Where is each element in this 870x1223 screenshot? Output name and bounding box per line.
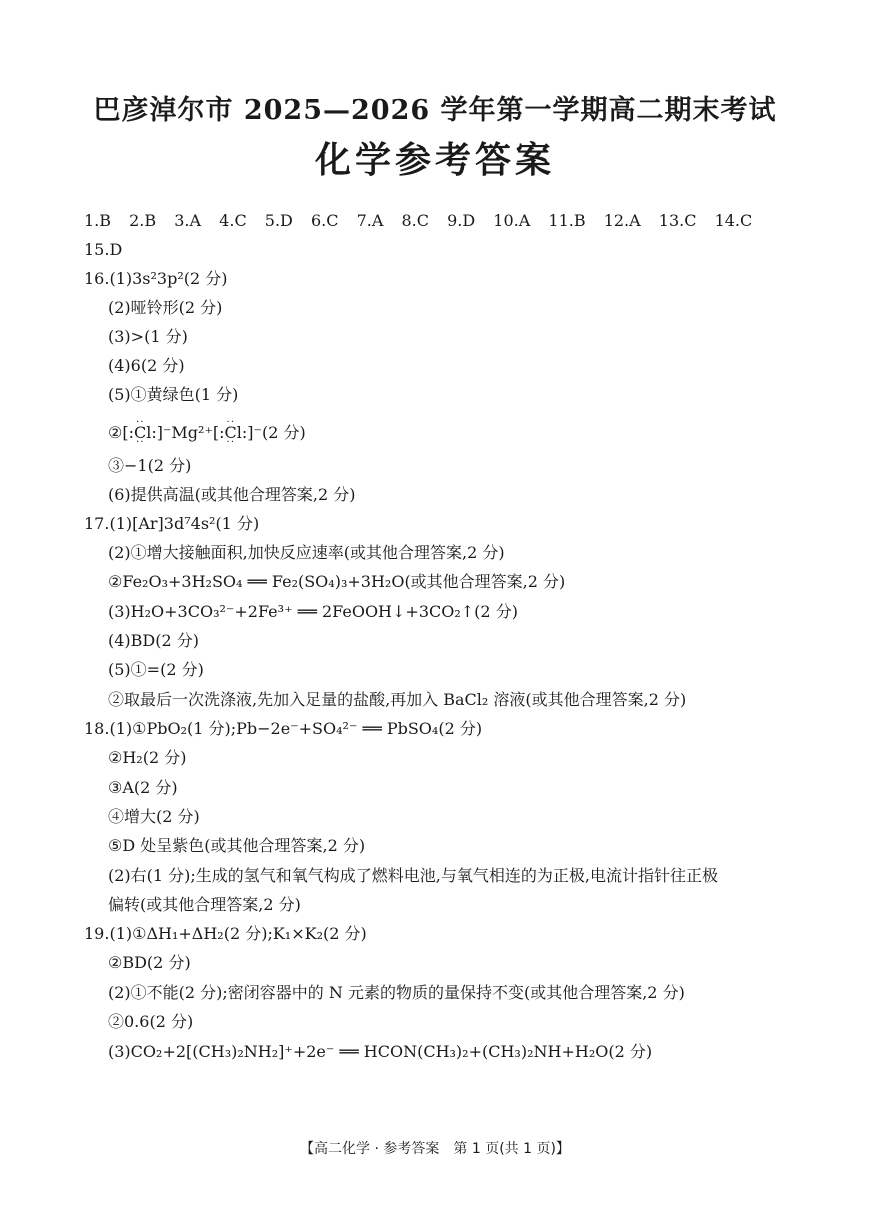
mc-answer: 7.A bbox=[356, 211, 384, 230]
mc-answer-15: 15.D bbox=[84, 240, 123, 259]
mc-answer: 5.D bbox=[264, 211, 293, 230]
q16-line-7: ③−1(2 分) bbox=[108, 456, 192, 475]
mc-answer: 13.C bbox=[658, 211, 697, 230]
q19-line-1: 19.(1)①ΔH₁+ΔH₂(2 分);K₁×K₂(2 分) bbox=[84, 924, 367, 943]
multiple-choice-answers bbox=[84, 210, 765, 232]
chlorine-symbol: · · Cl · · bbox=[225, 422, 242, 444]
q16-line-6c: :]⁻(2 分) bbox=[241, 423, 306, 442]
q19-line-2: ②BD(2 分) bbox=[108, 953, 191, 972]
q16-line-8: (6)提供高温(或其他合理答案,2 分) bbox=[108, 485, 356, 504]
q17-line-4: (3)H₂O+3CO₃²⁻+2Fe³⁺ ══ 2FeOOH↓+3CO₂↑(2 分) bbox=[108, 602, 518, 621]
q16-line-4: (4)6(2 分) bbox=[108, 356, 185, 375]
q16-line-3: (3)>(1 分) bbox=[108, 327, 188, 346]
q18-line-4: ④增大(2 分) bbox=[108, 807, 200, 826]
q18-line-7: 偏转(或其他合理答案,2 分) bbox=[108, 895, 301, 914]
q19-line-4: ②0.6(2 分) bbox=[108, 1012, 194, 1031]
q17-line-3: ②Fe₂O₃+3H₂SO₄ ══ Fe₂(SO₄)₃+3H₂O(或其他合理答案,2 分) bbox=[108, 572, 566, 591]
q16-line-6b: :]⁻Mg²⁺[: bbox=[151, 423, 225, 442]
mc-answer: 11.B bbox=[548, 211, 586, 230]
mc-answer: 9.D bbox=[447, 211, 476, 230]
mc-answer: 10.A bbox=[493, 211, 531, 230]
q19-line-5: (3)CO₂+2[(CH₃)₂NH₂]⁺+2e⁻ ══ HCON(CH₃)₂+(CH₃)₂NH+H₂O(2 分) bbox=[108, 1042, 653, 1061]
mc-answer: 12.A bbox=[603, 211, 641, 230]
q17-line-2: (2)①增大接触面积,加快反应速率(或其他合理答案,2 分) bbox=[108, 543, 505, 562]
q16-line-5: (5)①黄绿色(1 分) bbox=[108, 385, 239, 404]
page-footer: 【高二化学 · 参考答案 第 1 页(共 1 页)】 bbox=[300, 1141, 570, 1157]
mc-answer: 8.C bbox=[401, 211, 430, 230]
chlorine-symbol: · · Cl · · bbox=[134, 422, 151, 444]
q16-line-6a: ②[: bbox=[108, 423, 134, 442]
q19-line-3: (2)①不能(2 分);密闭容器中的 N 元素的物质的量保持不变(或其他合理答案,2 分) bbox=[108, 983, 685, 1002]
q17-line-6: (5)①=(2 分) bbox=[108, 660, 204, 679]
mc-answer: 14.C bbox=[714, 211, 753, 230]
mc-answer: 1.B bbox=[84, 211, 112, 230]
q18-line-1: 18.(1)①PbO₂(1 分);Pb−2e⁻+SO₄²⁻ ══ PbSO₄(2 分) bbox=[84, 719, 483, 738]
q16-electron-dot-formula bbox=[108, 422, 306, 444]
q17-line-1: 17.(1)[Ar]3d⁷4s²(1 分) bbox=[84, 514, 260, 533]
exam-title: 巴彦淖尔市 2025—2026 学年第一学期高二期末考试 bbox=[93, 95, 777, 126]
q18-line-5: ⑤D 处呈紫色(或其他合理答案,2 分) bbox=[108, 836, 366, 855]
q17-line-5: (4)BD(2 分) bbox=[108, 631, 200, 650]
q17-line-7: ②取最后一次洗涤液,先加入足量的盐酸,再加入 BaCl₂ 溶液(或其他合理答案,2 分) bbox=[108, 690, 687, 709]
q18-line-6: (2)右(1 分);生成的氢气和氧气构成了燃料电池,与氧气相连的为正极,电流计指针往正极 bbox=[108, 866, 718, 885]
mc-answer: 3.A bbox=[174, 211, 202, 230]
mc-answer: 4.C bbox=[219, 211, 247, 230]
mc-answer: 2.B bbox=[129, 211, 157, 230]
q16-line-2: (2)哑铃形(2 分) bbox=[108, 298, 223, 317]
q16-line-1: 16.(1)3s²3p²(2 分) bbox=[84, 269, 228, 288]
q18-line-2: ②H₂(2 分) bbox=[108, 748, 187, 767]
q18-line-3: ③A(2 分) bbox=[108, 778, 178, 797]
mc-answer: 6.C bbox=[310, 211, 339, 230]
answer-subtitle: 化学参考答案 bbox=[314, 139, 555, 181]
